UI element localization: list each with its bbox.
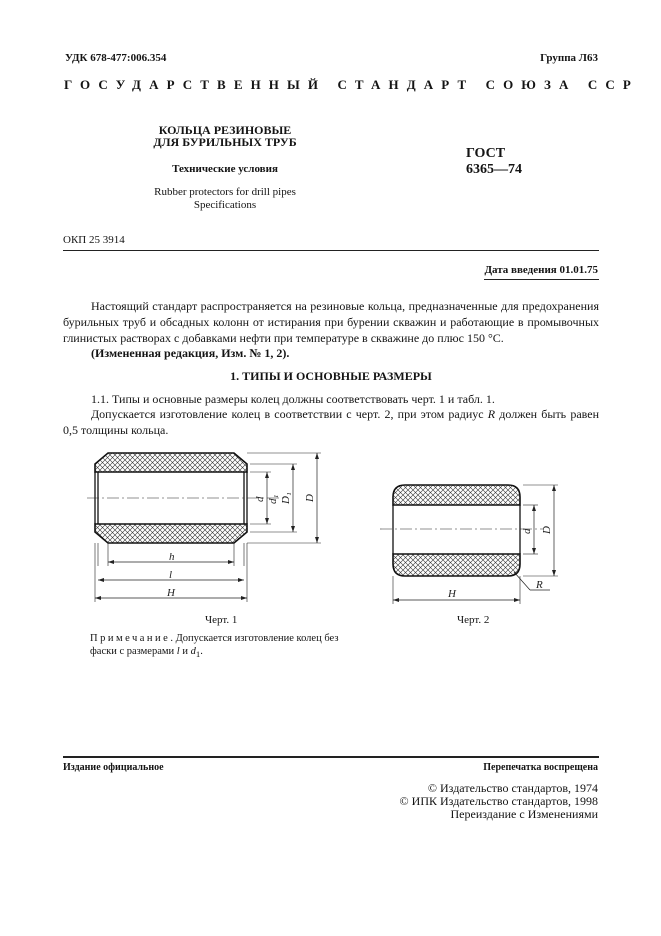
label-d1: d₁ [267,494,279,504]
label-H: H [167,587,175,599]
ring2-wall-bottom [393,554,520,576]
label2-H: H [448,588,456,600]
intro-date [484,264,598,276]
scope-paragraph: Настоящий стандарт распространяется на резиновые кольца, предназначенные для предохранения бурильных труб и обсадных колонн от истирания при бурении скважин и работающие в промывочных глинистых растворах с добавками нефти при температуре в скважине до плюс 150 °С. [63,299,599,345]
state-standard-banner: ГОСУДАРСТВЕННЫЙ СТАНДАРТ СОЮЗА ССР [64,77,639,92]
copyright-1998: © ИПК Издательство стандартов, 1998 [399,794,598,808]
label-D: D [304,494,316,502]
divider-top [63,250,599,251]
udk-code: УДК 678-477:006.354 [65,52,167,64]
note-label: Примечание [90,633,171,644]
label-l: l [169,569,173,581]
gost-code: 6365—74 [466,162,522,177]
label-h: h [169,551,175,563]
title-line-2: ДЛЯ БУРИЛЬНЫХ ТРУБ [153,135,297,149]
copyright-1974: © Издательство стандартов, 1974 [427,781,598,795]
drawing-note [90,632,350,661]
gost-number [466,146,522,178]
group-code: Группа Л63 [540,52,598,64]
divider-footer [63,756,599,758]
allowance-text-b: должен быть равен 0,5 толщины кольца. [63,407,599,437]
label2-R: R [536,579,543,591]
english-title [130,186,320,212]
label2-D: D [541,526,553,534]
drawing-2 [378,470,578,610]
drawing-1 [85,440,345,610]
figure-1-caption: Черт. 1 [205,614,238,626]
note-end: . [200,646,203,657]
section-1-heading: 1. ТИПЫ И ОСНОВНЫЕ РАЗМЕРЫ [230,369,432,383]
english-title-line-2: Specifications [193,199,257,211]
intro-date-label: Дата введения [484,264,557,276]
ring-wall-top [95,453,247,472]
english-title-line-1: Rubber protectors for drill pipes [154,186,296,198]
clause-1-1-allowance [63,406,599,438]
figure-2-caption: Черт. 2 [457,614,490,626]
document-subtitle: Технические условия [172,163,278,175]
official-edition: Издание официальное [63,762,164,773]
radius-leader [514,572,530,590]
copyright-block [400,782,598,821]
ring2-wall-top [393,485,520,505]
note-text: . Допускается изготовление колец без фаски с размерами [90,633,339,657]
intro-date-value: 01.01.75 [559,264,598,276]
label-D1: D₁ [280,492,292,504]
reprint-prohibited: Перепечатка воспрещена [483,762,598,773]
note-symbol-l: l [176,646,180,657]
document-title [130,124,320,148]
clause-1-1: 1.1. Типы и основные размеры колец должны соответствовать черт. 1 и табл. 1. [91,392,495,406]
okp-code: ОКП 25 3914 [63,234,125,246]
label2-d: d [521,528,533,534]
date-underline [484,279,599,280]
edit-note: (Измененная редакция, Изм. № 1, 2). [91,346,290,360]
allowance-text-a: Допускается изготовление колец в соответствии с черт. 2, при этом радиус [91,407,488,421]
note-symbol-d1-sub: 1 [195,649,201,660]
title-line-1: КОЛЬЦА РЕЗИНОВЫЕ [158,123,292,137]
ring-wall-bottom [95,524,247,543]
gost-label: ГОСТ [466,146,506,161]
radius-symbol: R [487,407,496,421]
reissue-note: Переиздание с Изменениями [450,807,598,821]
note-symbol-d1: d [190,646,196,657]
note-and: и [179,646,191,657]
label-d: d [254,496,266,502]
